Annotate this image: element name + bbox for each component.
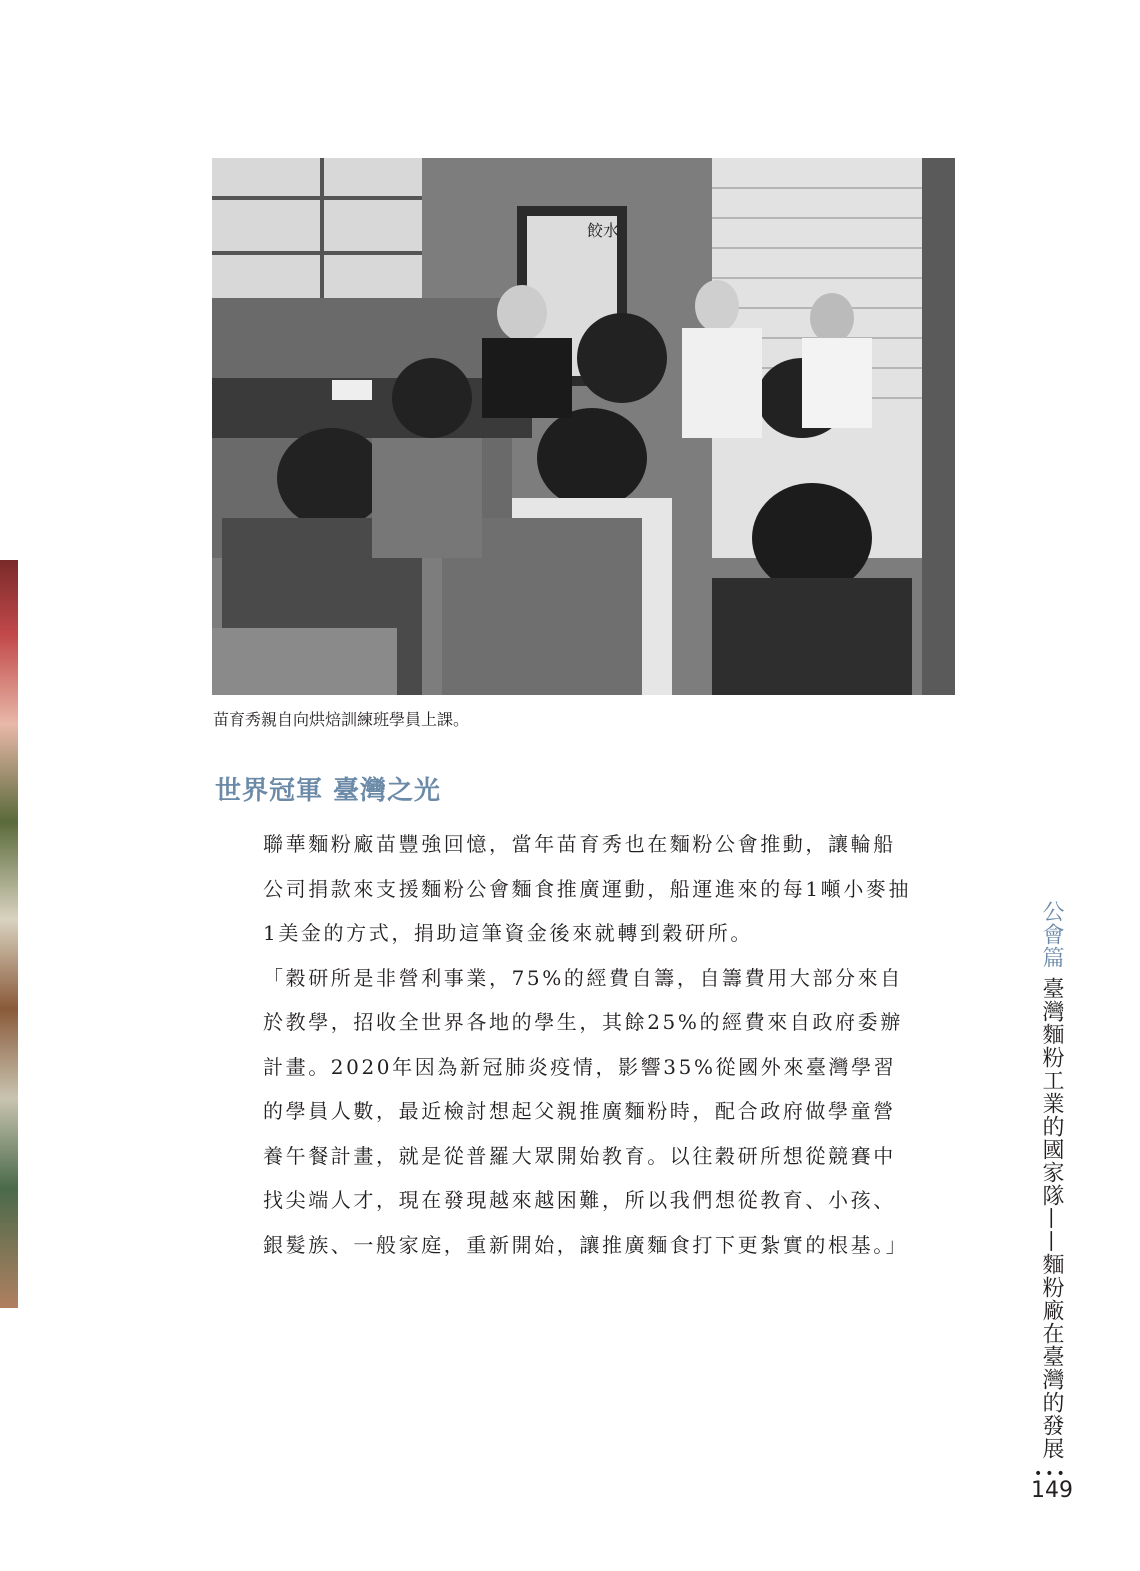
- page-number: 149: [1031, 1478, 1073, 1503]
- body-paragraph: 「穀研所是非營利事業，75%的經費自籌，自籌費用大部分來自於教學，招收全世界各地的學生，其餘25%的經費來自政府委辦計畫。2020年因為新冠肺炎疫情，影響35%從國外來臺灣學習的學員人數，最近檢討想起父親推廣麵粉時，配合政府做學童營養午餐計畫，就是從普羅大眾開始教育。以往穀研所想從競賽中找尖端人才，現在發現越來越困難，所以我們想從教育、小孩、銀髮族、一般家庭，重新開始，讓推廣麵食打下更紮實的根基。」: [263, 965, 909, 1257]
- section-label: 公會篇: [1039, 900, 1064, 969]
- article-body: [263, 822, 915, 1267]
- poster-text: 餃水: [587, 221, 620, 240]
- book-title: 臺灣麵粉工業的國家隊——麵粉廠在臺灣的發展: [1039, 977, 1064, 1460]
- section-heading: 世界冠軍 臺灣之光: [215, 776, 442, 806]
- historical-photo: [212, 158, 955, 695]
- left-edge-photo-strip: [0, 560, 18, 1308]
- body-paragraph: 聯華麵粉廠苗豐強回憶，當年苗育秀也在麵粉公會推動，讓輪船公司捐款來支援麵粉公會麵食推廣運動，船運進來的每1噸小麥抽1美金的方式，捐助這筆資金後來就轉到穀研所。: [263, 832, 912, 945]
- page-number-dots: •••: [1034, 1466, 1068, 1482]
- photo-caption: 苗育秀親自向烘焙訓練班學員上課。: [213, 710, 470, 729]
- running-header-vertical: [1038, 900, 1064, 1460]
